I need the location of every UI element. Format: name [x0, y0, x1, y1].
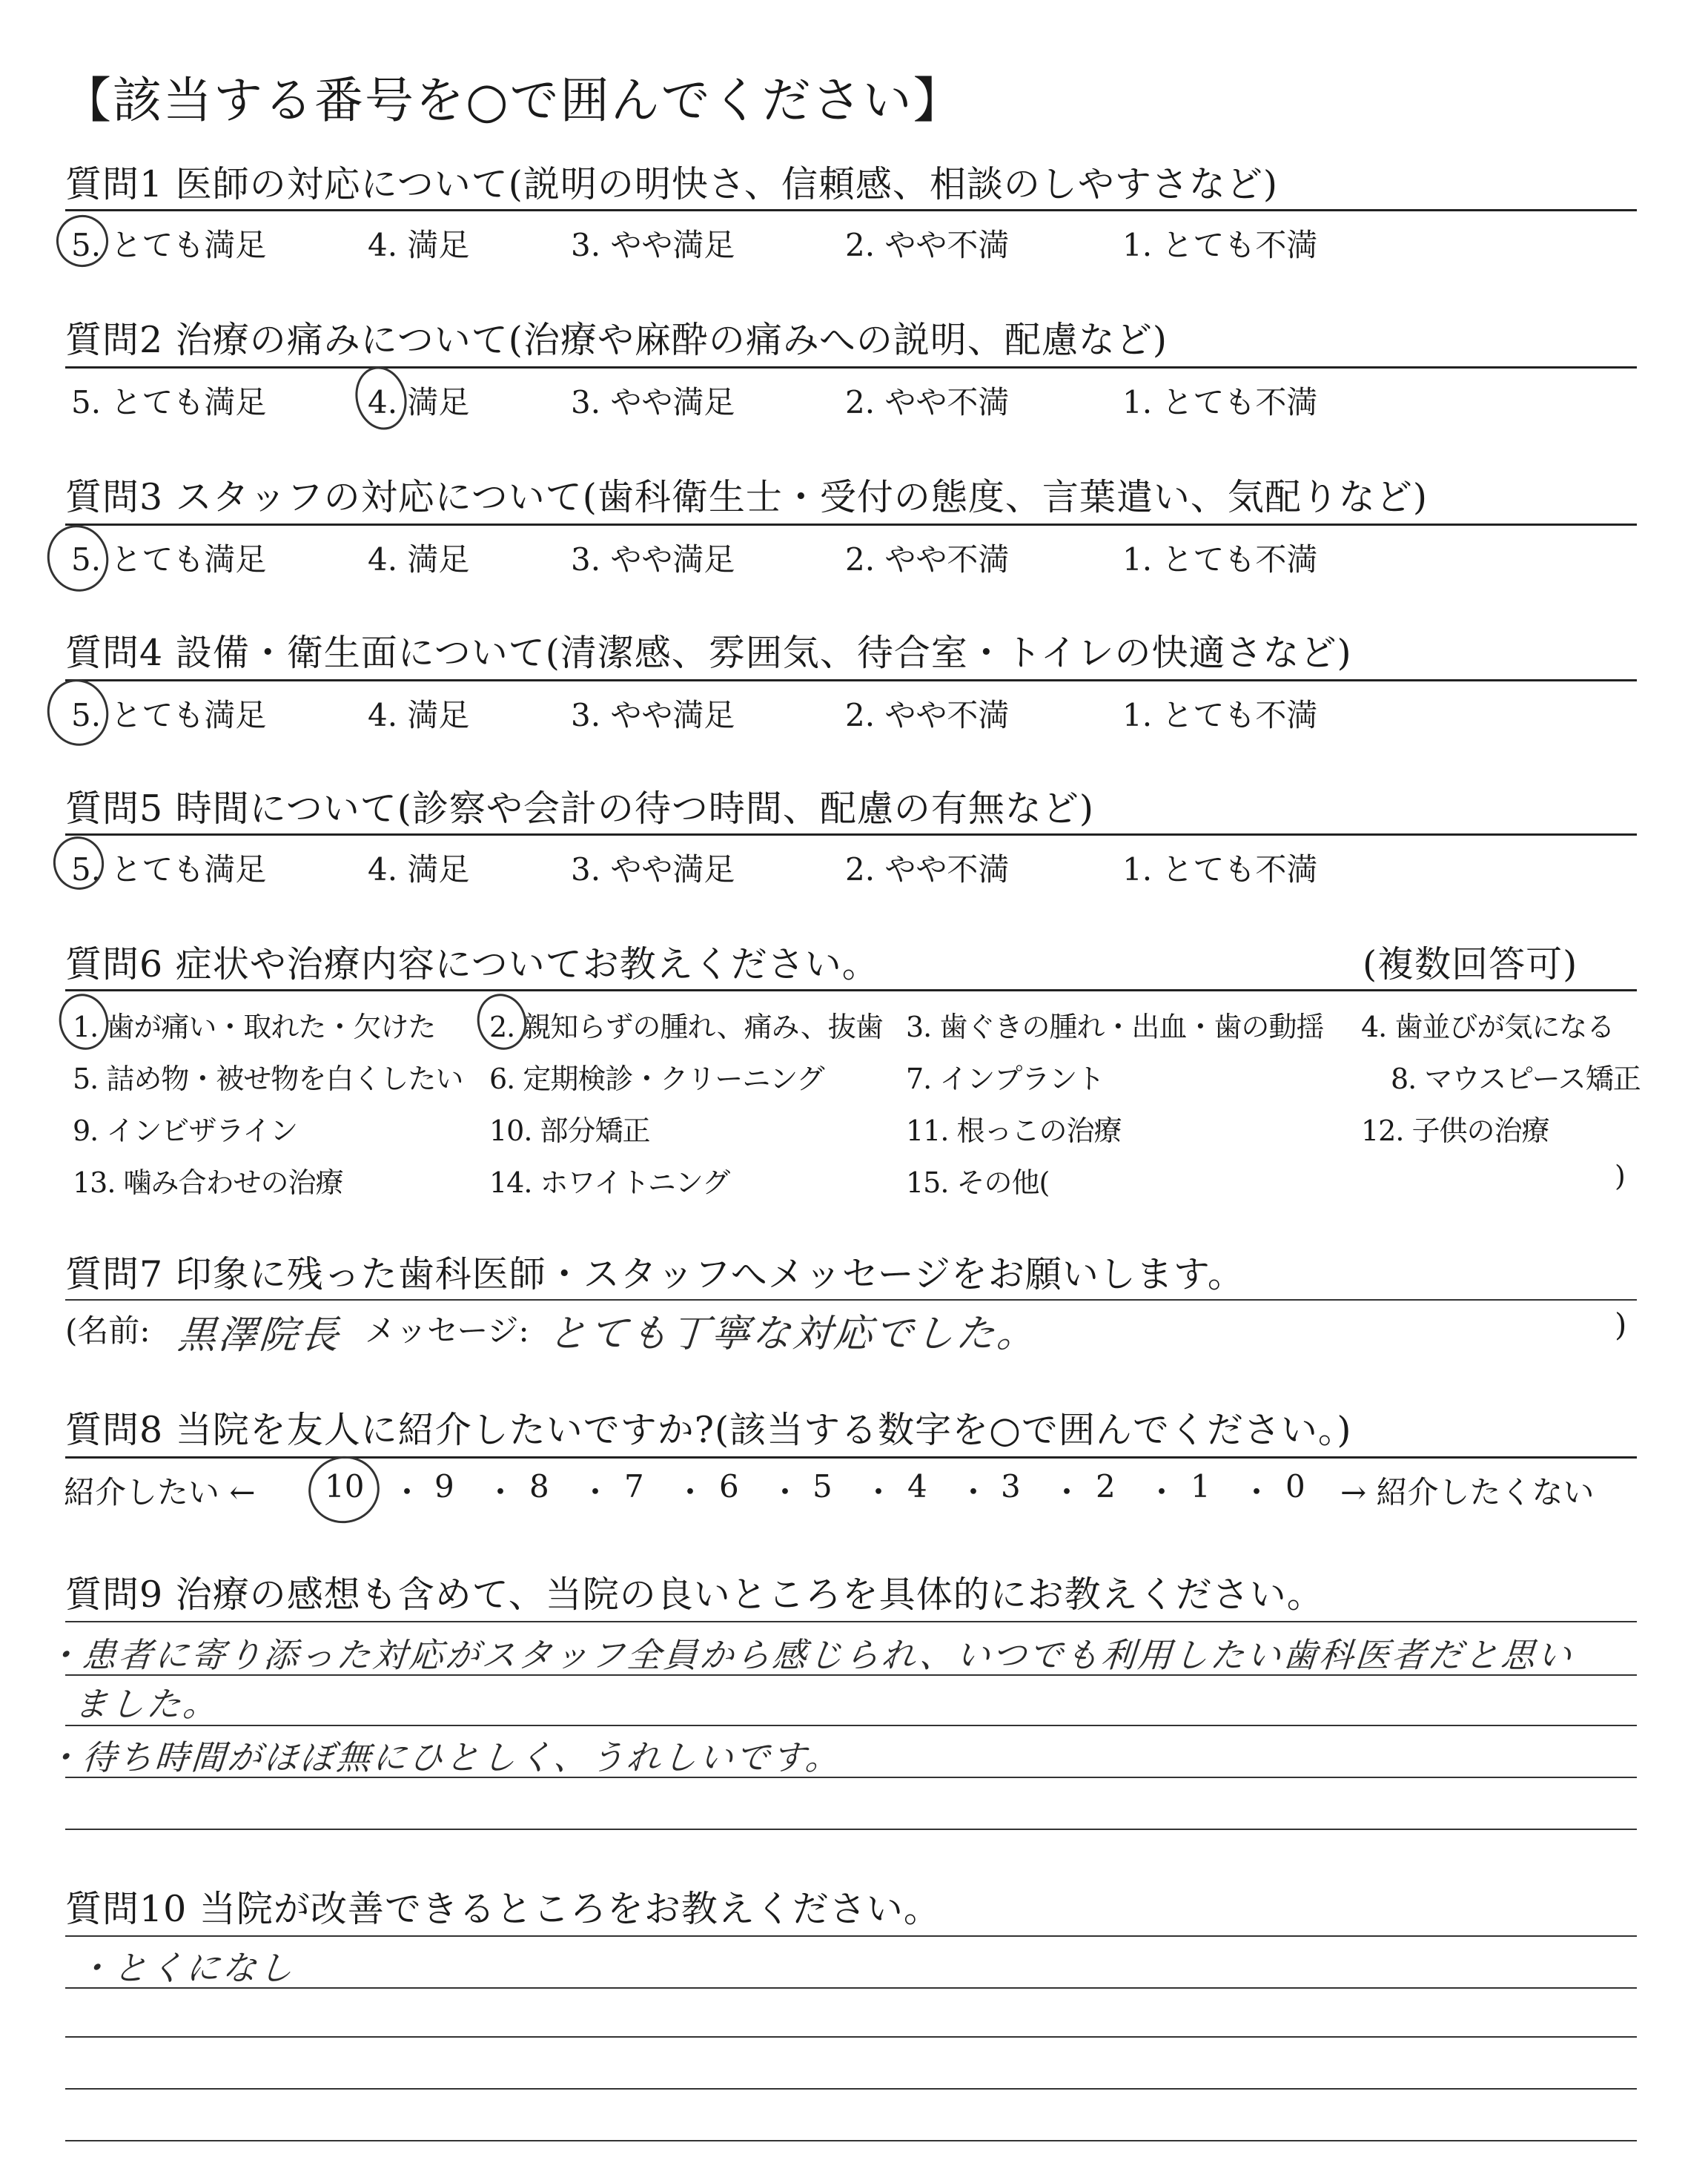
q8-scale-6[interactable]: 6 [719, 1468, 739, 1505]
q3-option-3[interactable]: 3. やや満足 [571, 541, 735, 578]
q10-answer-line-1[interactable]: ・とくになし [75, 1948, 297, 1988]
q4-option-5[interactable]: 5. とても満足 [71, 697, 267, 733]
question-1-rule [65, 209, 1637, 211]
q6-option-7[interactable]: 7. インプラント [906, 1063, 1105, 1095]
question-1-label: 質問1 医師の対応について(説明の明快さ、信頼感、相談のしやすさなど) [65, 163, 1279, 205]
q8-dot: ・ [485, 1474, 517, 1510]
q5-option-3[interactable]: 3. やや満足 [571, 851, 735, 888]
q6-option-11[interactable]: 11. 根っこの治療 [906, 1114, 1122, 1147]
q2-option-3[interactable]: 3. やや満足 [571, 384, 735, 420]
q7-closing-paren: ) [1615, 1307, 1627, 1343]
q8-right-label: → 紹介したくない [1340, 1474, 1595, 1510]
q6-option-15[interactable]: 15. その他( [906, 1166, 1050, 1199]
q8-scale-7[interactable]: 7 [624, 1468, 644, 1505]
q1-option-1[interactable]: 1. とても不満 [1122, 227, 1318, 263]
question-5-rule [65, 833, 1637, 836]
question-2-rule [65, 366, 1637, 369]
page-title: 【該当する番号を○で囲んでください】 [62, 72, 964, 129]
q4-option-4[interactable]: 4. 満足 [368, 697, 470, 733]
q7-message-value[interactable]: とても丁寧な対応でした。 [546, 1312, 1039, 1356]
q9-line-1 [65, 1621, 1637, 1622]
q4-answer-circle [40, 673, 115, 752]
q9-answer-line-2[interactable]: ました。 [72, 1684, 221, 1724]
q5-option-2[interactable]: 2. やや不満 [845, 851, 1010, 888]
q8-scale-1[interactable]: 1 [1191, 1468, 1211, 1505]
q8-dot: ・ [863, 1474, 895, 1510]
question-6-label: 質問6 症状や治療内容についてお教えください。 [65, 943, 879, 985]
q10-line-5 [65, 2140, 1637, 2141]
q8-scale-9[interactable]: 9 [434, 1468, 454, 1505]
q1-option-5[interactable]: 5. とても満足 [71, 227, 267, 263]
q4-option-1[interactable]: 1. とても不満 [1122, 697, 1318, 733]
q8-dot: ・ [1146, 1474, 1178, 1510]
q6-answer-circle-2 [471, 988, 532, 1055]
q10-line-2 [65, 1987, 1637, 1989]
q3-option-2[interactable]: 2. やや不満 [845, 541, 1010, 578]
q5-option-4[interactable]: 4. 満足 [368, 851, 470, 888]
q8-scale-0[interactable]: 0 [1285, 1468, 1305, 1505]
q6-option-1[interactable]: 1. 歯が痛い・取れた・欠けた [73, 1011, 436, 1043]
question-4-rule [65, 679, 1637, 681]
q8-scale-4[interactable]: 4 [907, 1468, 927, 1505]
q3-answer-circle [40, 518, 115, 598]
q9-answer-line-1[interactable]: ・患者に寄り添った対応がスタッフ全員から感じられ、いつでも利用したい歯科医者だと思い [44, 1635, 1575, 1675]
question-8-rule [65, 1456, 1637, 1459]
q8-scale-10[interactable]: 10 [325, 1468, 365, 1505]
q5-option-1[interactable]: 1. とても不満 [1122, 851, 1318, 888]
q6-option-13[interactable]: 13. 噛み合わせの治療 [73, 1166, 343, 1199]
question-7-label: 質問7 印象に残った歯科医師・スタッフへメッセージをお願いします。 [65, 1253, 1245, 1295]
question-3-label: 質問3 スタッフの対応について(歯科衛生士・受付の態度、言葉遣い、気配りなど) [65, 476, 1429, 518]
q5-option-5[interactable]: 5. とても満足 [71, 851, 267, 888]
question-6-rule [65, 989, 1637, 991]
question-9-label: 質問9 治療の感想も含めて、当院の良いところを具体的にお教えください。 [65, 1573, 1324, 1616]
q7-name-prefix: (名前: [65, 1312, 150, 1349]
q8-dot: ・ [769, 1474, 801, 1510]
q8-dot: ・ [958, 1474, 990, 1510]
q6-option-10[interactable]: 10. 部分矯正 [489, 1114, 650, 1147]
q2-answer-circle [349, 361, 414, 435]
q6-option-2[interactable]: 2. 親知らずの腫れ、痛み、抜歯 [489, 1011, 883, 1043]
q2-option-4[interactable]: 4. 満足 [368, 384, 470, 420]
q4-option-2[interactable]: 2. やや不満 [845, 697, 1010, 733]
q7-message-prefix: メッセージ: [365, 1312, 529, 1349]
q6-option-14[interactable]: 14. ホワイトニング [489, 1166, 730, 1199]
q6-option-12[interactable]: 12. 子供の治療 [1361, 1114, 1549, 1147]
q10-line-4 [65, 2088, 1637, 2090]
q10-line-3 [65, 2036, 1637, 2038]
q3-option-1[interactable]: 1. とても不満 [1122, 541, 1318, 578]
q6-option-3[interactable]: 3. 歯ぐきの腫れ・出血・歯の動揺 [906, 1011, 1324, 1043]
q8-scale-5[interactable]: 5 [812, 1468, 833, 1505]
q6-option-9[interactable]: 9. インビザライン [73, 1114, 298, 1147]
q9-answer-line-3[interactable]: ・待ち時間がほぼ無にひとしく、うれしいです。 [44, 1737, 844, 1777]
q8-dot: ・ [675, 1474, 706, 1510]
q6-option-4[interactable]: 4. 歯並びが気になる [1361, 1011, 1615, 1043]
question-10-label: 質問10 当院が改善できるところをお教えください。 [65, 1888, 941, 1930]
q9-line-5 [65, 1829, 1637, 1830]
question-4-label: 質問4 設備・衛生面について(清潔感、雰囲気、待合室・トイレの快適さなど) [65, 632, 1352, 674]
question-5-label: 質問5 時間について(診察や会計の待つ時間、配慮の有無など) [65, 787, 1095, 830]
q2-option-5[interactable]: 5. とても満足 [71, 384, 267, 420]
q8-scale-8[interactable]: 8 [529, 1468, 549, 1505]
q3-option-5[interactable]: 5. とても満足 [71, 541, 267, 578]
q8-scale-3[interactable]: 3 [1001, 1468, 1021, 1505]
q3-option-4[interactable]: 4. 満足 [368, 541, 470, 578]
q8-scale-2[interactable]: 2 [1096, 1468, 1116, 1505]
q2-option-1[interactable]: 1. とても不満 [1122, 384, 1318, 420]
q4-option-3[interactable]: 3. やや満足 [571, 697, 735, 733]
q8-dot: ・ [1051, 1474, 1083, 1510]
q1-option-2[interactable]: 2. やや不満 [845, 227, 1010, 263]
q8-left-label: 紹介したい ← [64, 1474, 256, 1510]
question-8-label: 質問8 当院を友人に紹介したいですか?(該当する数字を○で囲んでください。) [65, 1409, 1352, 1451]
q8-dot: ・ [391, 1474, 423, 1510]
q10-line-1 [65, 1935, 1637, 1937]
q6-option-6[interactable]: 6. 定期検診・クリーニング [489, 1063, 824, 1095]
question-3-rule [65, 524, 1637, 526]
q1-option-4[interactable]: 4. 満足 [368, 227, 470, 263]
q6-other-closing-paren: ) [1615, 1160, 1625, 1192]
q8-dot: ・ [1241, 1474, 1273, 1510]
q8-answer-circle [302, 1449, 387, 1531]
question-6-note: (複数回答可) [1363, 943, 1578, 985]
q6-option-8[interactable]: 8. マウスピース矯正 [1391, 1063, 1641, 1095]
q9-line-3 [65, 1725, 1637, 1726]
q8-dot: ・ [580, 1474, 612, 1510]
q7-name-value[interactable]: 黒澤院長 [176, 1313, 342, 1358]
question-2-label: 質問2 治療の痛みについて(治療や麻酔の痛みへの説明、配慮など) [65, 319, 1168, 361]
q6-option-5[interactable]: 5. 詰め物・被せ物を白くしたい [73, 1063, 463, 1095]
question-7-rule [65, 1299, 1637, 1301]
q2-option-2[interactable]: 2. やや不満 [845, 384, 1010, 420]
q1-option-3[interactable]: 3. やや満足 [571, 227, 735, 263]
q6-answer-circle-1 [53, 988, 114, 1055]
